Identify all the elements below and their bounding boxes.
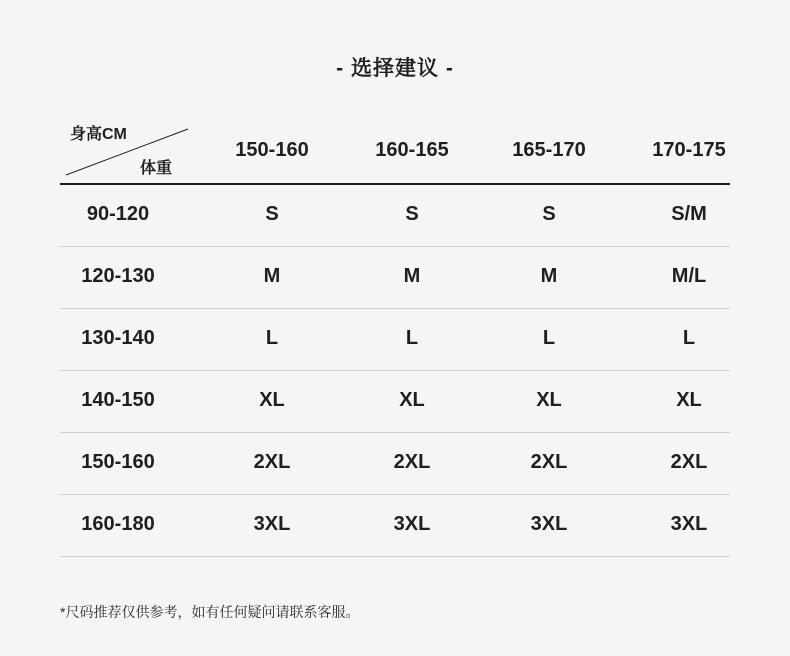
header-corner-cell bbox=[60, 115, 190, 183]
table-row bbox=[60, 247, 730, 309]
table-row bbox=[60, 371, 730, 433]
size-cell: 3XL bbox=[530, 513, 568, 535]
footnote: *尺码推荐仅供参考，如有任何疑问请联系客服。 bbox=[60, 604, 360, 620]
size-cell: M/L bbox=[671, 265, 707, 287]
size-cell: 2XL bbox=[530, 451, 568, 473]
size-cell: XL bbox=[399, 389, 425, 411]
size-cell: 3XL bbox=[670, 513, 708, 535]
table-row bbox=[60, 433, 730, 495]
size-cell: XL bbox=[536, 389, 562, 411]
weight-axis-label: 体重 bbox=[140, 160, 173, 177]
size-cell: XL bbox=[676, 389, 702, 411]
size-cell: 2XL bbox=[670, 451, 708, 473]
weight-cell: 120-130 bbox=[81, 265, 155, 287]
header-height-col: 160-165 bbox=[375, 139, 449, 161]
size-cell: XL bbox=[259, 389, 285, 411]
size-cell: L bbox=[265, 327, 279, 349]
size-chart-table bbox=[60, 115, 730, 557]
size-cell: 3XL bbox=[253, 513, 291, 535]
size-cell: 2XL bbox=[253, 451, 291, 473]
page-title: - 选择建议 - bbox=[336, 57, 454, 80]
size-cell: L bbox=[542, 327, 556, 349]
weight-cell: 150-160 bbox=[81, 451, 155, 473]
header-height-col: 150-160 bbox=[235, 139, 309, 161]
table-header bbox=[60, 115, 730, 185]
size-cell: 2XL bbox=[393, 451, 431, 473]
size-cell: 3XL bbox=[393, 513, 431, 535]
size-cell: S/M bbox=[671, 203, 707, 225]
size-cell: M bbox=[540, 265, 558, 287]
weight-cell: 160-180 bbox=[81, 513, 155, 535]
table-row bbox=[60, 309, 730, 371]
size-cell: L bbox=[682, 327, 696, 349]
size-cell: M bbox=[403, 265, 421, 287]
height-axis-label: 身高CM bbox=[70, 126, 127, 143]
size-cell: S bbox=[265, 203, 279, 225]
weight-cell: 140-150 bbox=[81, 389, 155, 411]
header-height-col: 165-170 bbox=[512, 139, 586, 161]
weight-cell: 90-120 bbox=[86, 203, 150, 225]
table-row bbox=[60, 495, 730, 557]
size-cell: L bbox=[405, 327, 419, 349]
size-cell: S bbox=[542, 203, 556, 225]
size-cell: S bbox=[405, 203, 419, 225]
weight-cell: 130-140 bbox=[81, 327, 155, 349]
table-row bbox=[60, 185, 730, 247]
header-height-col: 170-175 bbox=[652, 139, 726, 161]
size-cell: M bbox=[263, 265, 281, 287]
